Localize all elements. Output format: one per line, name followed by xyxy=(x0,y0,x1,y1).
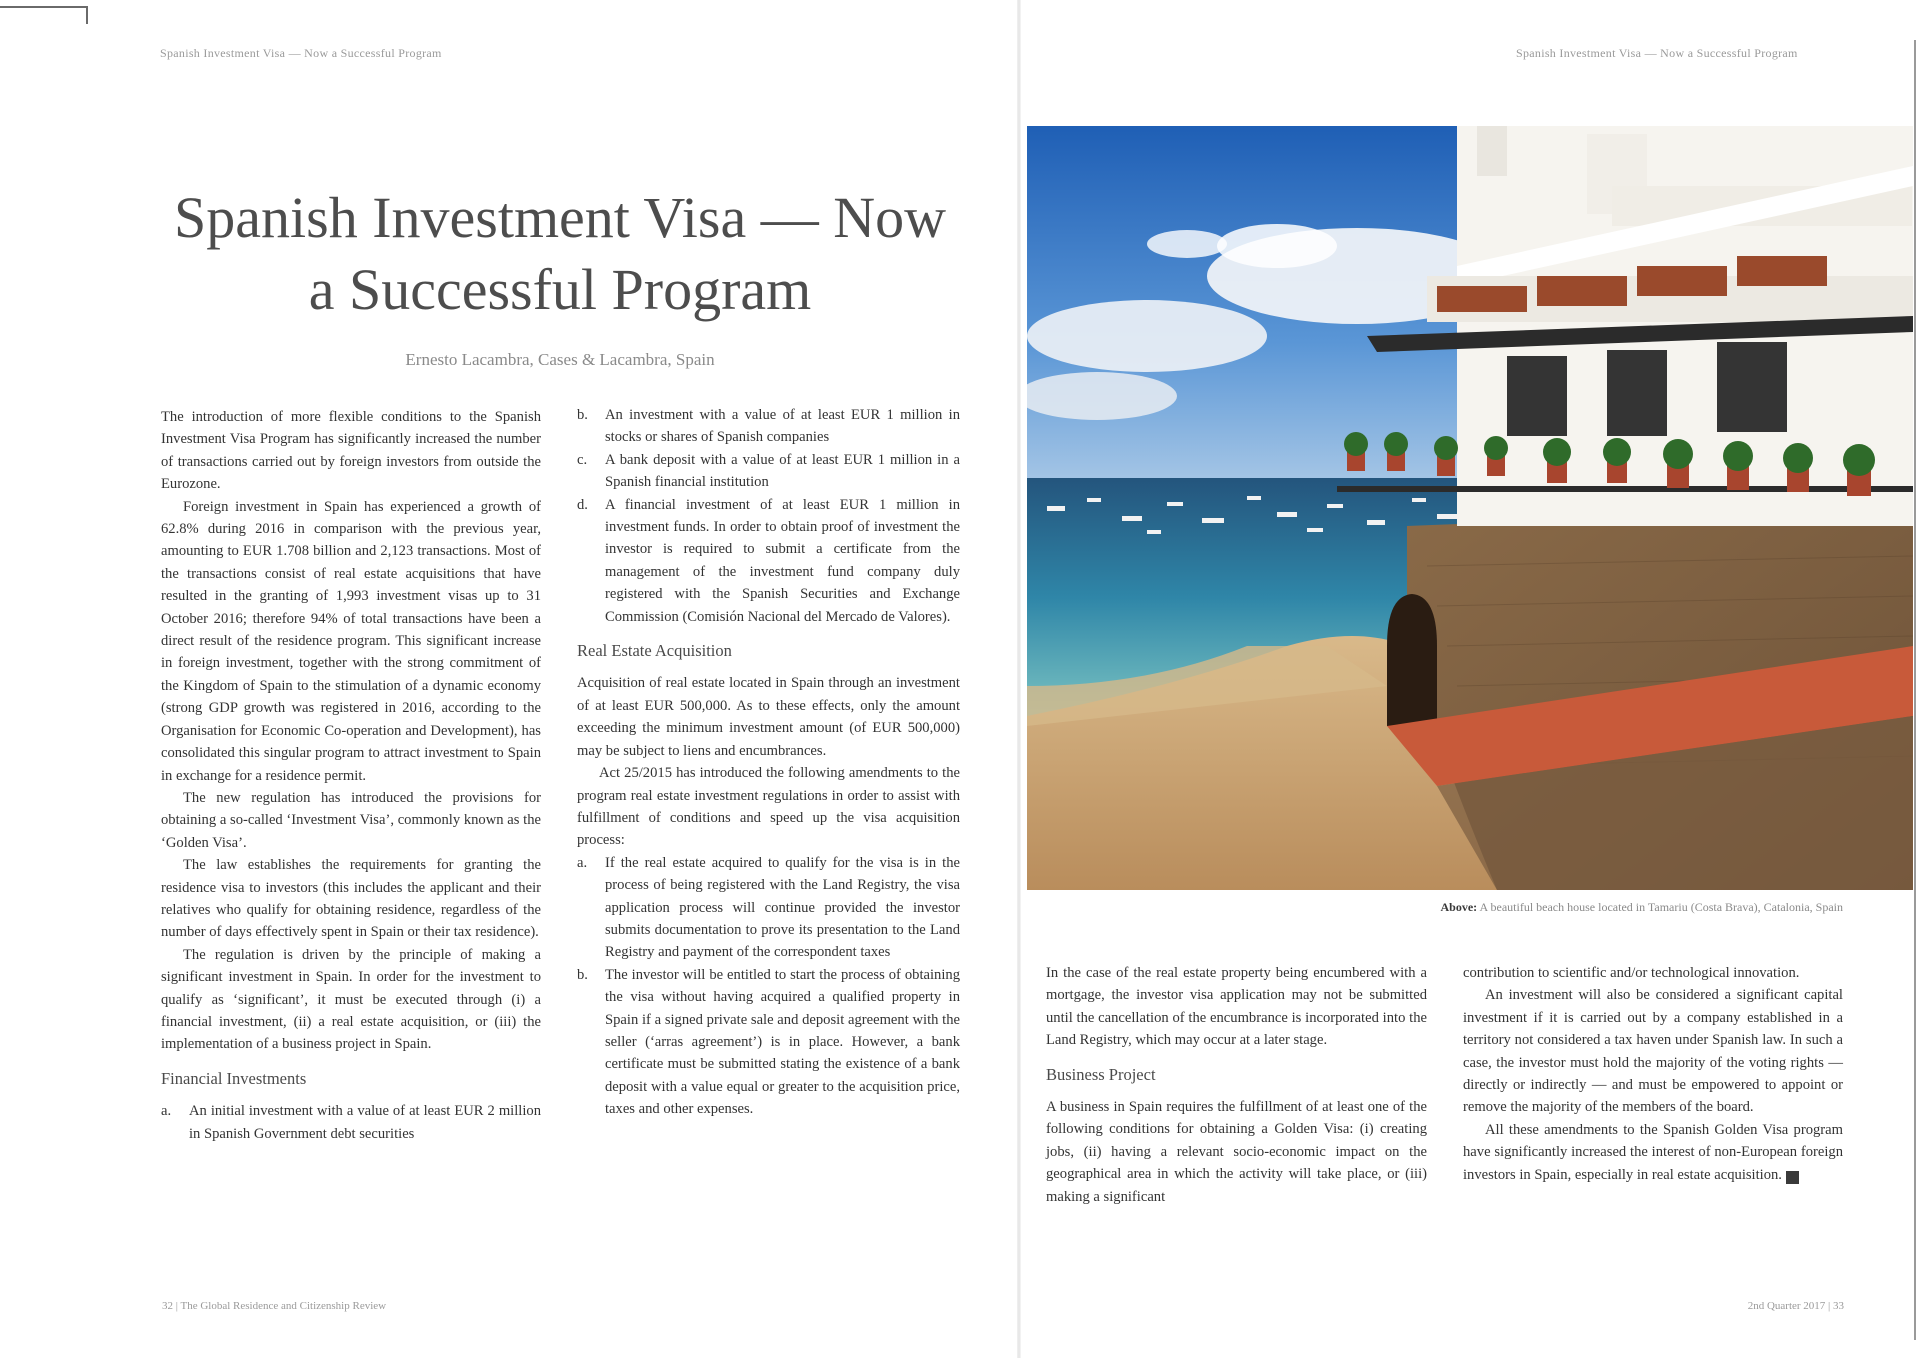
running-head-right: Spanish Investment Visa — Now a Successful Program xyxy=(1516,46,1798,60)
paragraph: An investment will also be considered a significant capital investment if it is carried out by a company established in a territory not considered a tax haven under Spanish law. In such a case, the investor must hold the majority of the voting rights — directly or indirectly — and must be empowered to appoint or remove the majority of the members of the board. xyxy=(1463,987,1843,1116)
list-item-text: A bank deposit with a value of at least EUR 1 million in a Spanish financial institution xyxy=(605,451,960,491)
paragraph: Act 25/2015 has introduced the following amendments to the program real estate investment regulations in order to assist with fulfillment of conditions and speed up the visa acquisition process: xyxy=(577,765,960,849)
list-item xyxy=(577,852,960,964)
scan-edge xyxy=(86,6,88,24)
beach-house-photo xyxy=(1027,126,1913,890)
list-item-text: If the real estate acquired to qualify for the visa is in the process of being registered with the Land Registry, the visa application process will continue provided the investor submits documentation to prove its presentation to the Land Registry and payment of the correspondent taxes xyxy=(605,854,960,961)
list-item-text: An investment with a value of at least EUR 1 million in stocks or shares of Spanish companies xyxy=(605,407,960,446)
text-column-1 xyxy=(161,406,541,1145)
paragraph xyxy=(1463,1119,1843,1186)
list-marker: d. xyxy=(577,496,588,513)
end-of-article-mark: R xyxy=(1786,1171,1799,1184)
scan-edge xyxy=(0,6,88,8)
paragraph: Foreign investment in Spain has experienced a growth of 62.8% during 2016 in comparison with the previous year, amounting to EUR 1.708 billion and 2,123 transactions. Most of the transactions consist of real estate acquisitions that have resulted in the granting of 1,993 investment visas up to 31 October 2016; therefore 94% of total transactions have been a direct result of the residence program. This significant increase in foreign investment, together with the strong commitment of the Kingdom of Spain to the stimulation of a dynamic economy (strong GDP growth was registered in 2016, according to the Organisation for Economic Co-operation and Development), has consolidated this singular program to attract investment to Spain in exchange for a residence permit. xyxy=(161,498,541,784)
page-fold xyxy=(1017,0,1021,1358)
paragraph: contribution to scientific and/or technological innovation. xyxy=(1463,965,1800,981)
list-marker: b. xyxy=(577,966,588,983)
list-marker: a. xyxy=(161,1103,172,1120)
paragraph: The new regulation has introduced the provisions for obtaining a so-called ‘Investment Visa’, commonly known as the ‘Golden Visa’. xyxy=(161,789,541,851)
list-item-text: An initial investment with a value of at least EUR 2 million in Spanish Government debt securities xyxy=(189,1103,541,1142)
list-marker: b. xyxy=(577,407,588,423)
scan-edge xyxy=(1914,40,1916,1340)
caption-text: A beautiful beach house located in Tamariu (Costa Brava), Catalonia, Spain xyxy=(1477,900,1843,914)
article-title xyxy=(140,182,980,326)
paragraph: A business in Spain requires the fulfillment of at least one of the following conditions for obtaining a Golden Visa: (i) creating jobs, (ii) having a relevant socio-economic impact on the geographical area in which the activity will take place, or (iii) making a significant xyxy=(1046,1099,1427,1205)
list-marker: c. xyxy=(577,451,588,468)
beach-house-illustration xyxy=(1027,126,1913,890)
list-item xyxy=(577,404,960,449)
list-marker: a. xyxy=(577,854,588,871)
paragraph: Acquisition of real estate located in Spain through an investment of at least EUR 500,000. As to these effects, only the amount exceeding the minimum investment amount (of EUR 500,000) may be subject to liens and encumbrances. xyxy=(577,675,960,759)
byline: Ernesto Lacambra, Cases & Lacambra, Spain xyxy=(405,350,715,369)
title-line-2: a Successful Program xyxy=(308,257,812,322)
paragraph-text: All these amendments to the Spanish Golden Visa program have significantly increased the interest of non-European foreign investors in Spain, especially in real estate acquisition. xyxy=(1463,1121,1843,1183)
amendments-list xyxy=(577,852,960,1121)
paragraph: In the case of the real estate property being encumbered with a mortgage, the investor visa application may not be submitted until the cancellation of the encumbrance is incorporated into the Land Registry, which may occur at a later stage. xyxy=(1046,965,1427,1049)
photo-caption xyxy=(1440,900,1843,915)
list-item xyxy=(161,1100,541,1145)
list-item xyxy=(577,494,960,628)
paragraph: The regulation is driven by the principle of making a significant investment in Spain. In order for the investment to qualify as ‘significant’, it must be executed through (i) a financial investment, (ii) a real estate acquisition, or (iii) the implementation of a business project in Spain. xyxy=(161,946,541,1053)
list-item-text: A financial investment of at least EUR 1 million in investment funds. In order to obtain proof of investment the investor is required to submit a certificate from the management of the investment fund company duly registered with the Spanish Securities and Exchange Commission (Comisión Nacional del Mercado de Valores). xyxy=(605,496,960,625)
paragraph: The introduction of more flexible conditions to the Spanish Investment Visa Program has significantly increased the number of transactions carried out by foreign investors from outside the Eurozone. xyxy=(161,409,541,493)
text-column-2 xyxy=(577,404,960,1121)
text-column-4 xyxy=(1463,962,1843,1186)
text-column-3 xyxy=(1046,962,1427,1208)
paragraph: The law establishes the requirements for granting the residence visa to investors (this includes the applicant and their relatives who qualify for obtaining residence, regardless of the number of days effectively spent in Spain or their tax residence). xyxy=(161,857,541,941)
investment-list xyxy=(161,1100,541,1145)
list-item xyxy=(577,964,960,1121)
title-line-1: Spanish Investment Visa — Now xyxy=(174,185,946,250)
list-item-text: The investor will be entitled to start the process of obtaining the visa without having acquired a qualified property in Spain if a signed private sale and deposit agreement with the seller (‘arras agreement’) is in place. However, a bank certificate must be submitted stating the existence of a bank deposit with a value equal or greater to the acquisition price, taxes and other expenses. xyxy=(605,966,960,1118)
caption-label: Above: xyxy=(1440,900,1478,914)
section-heading: Financial Investments xyxy=(161,1068,307,1088)
list-item xyxy=(577,449,960,494)
investment-list xyxy=(577,404,960,628)
section-heading: Business Project xyxy=(1046,1064,1156,1084)
folio-right: 2nd Quarter 2017 | 33 xyxy=(1747,1300,1844,1312)
folio-left: 32 | The Global Residence and Citizenship Review xyxy=(162,1300,387,1312)
running-head-left: Spanish Investment Visa — Now a Successful Program xyxy=(160,46,442,60)
section-heading: Real Estate Acquisition xyxy=(577,641,732,661)
